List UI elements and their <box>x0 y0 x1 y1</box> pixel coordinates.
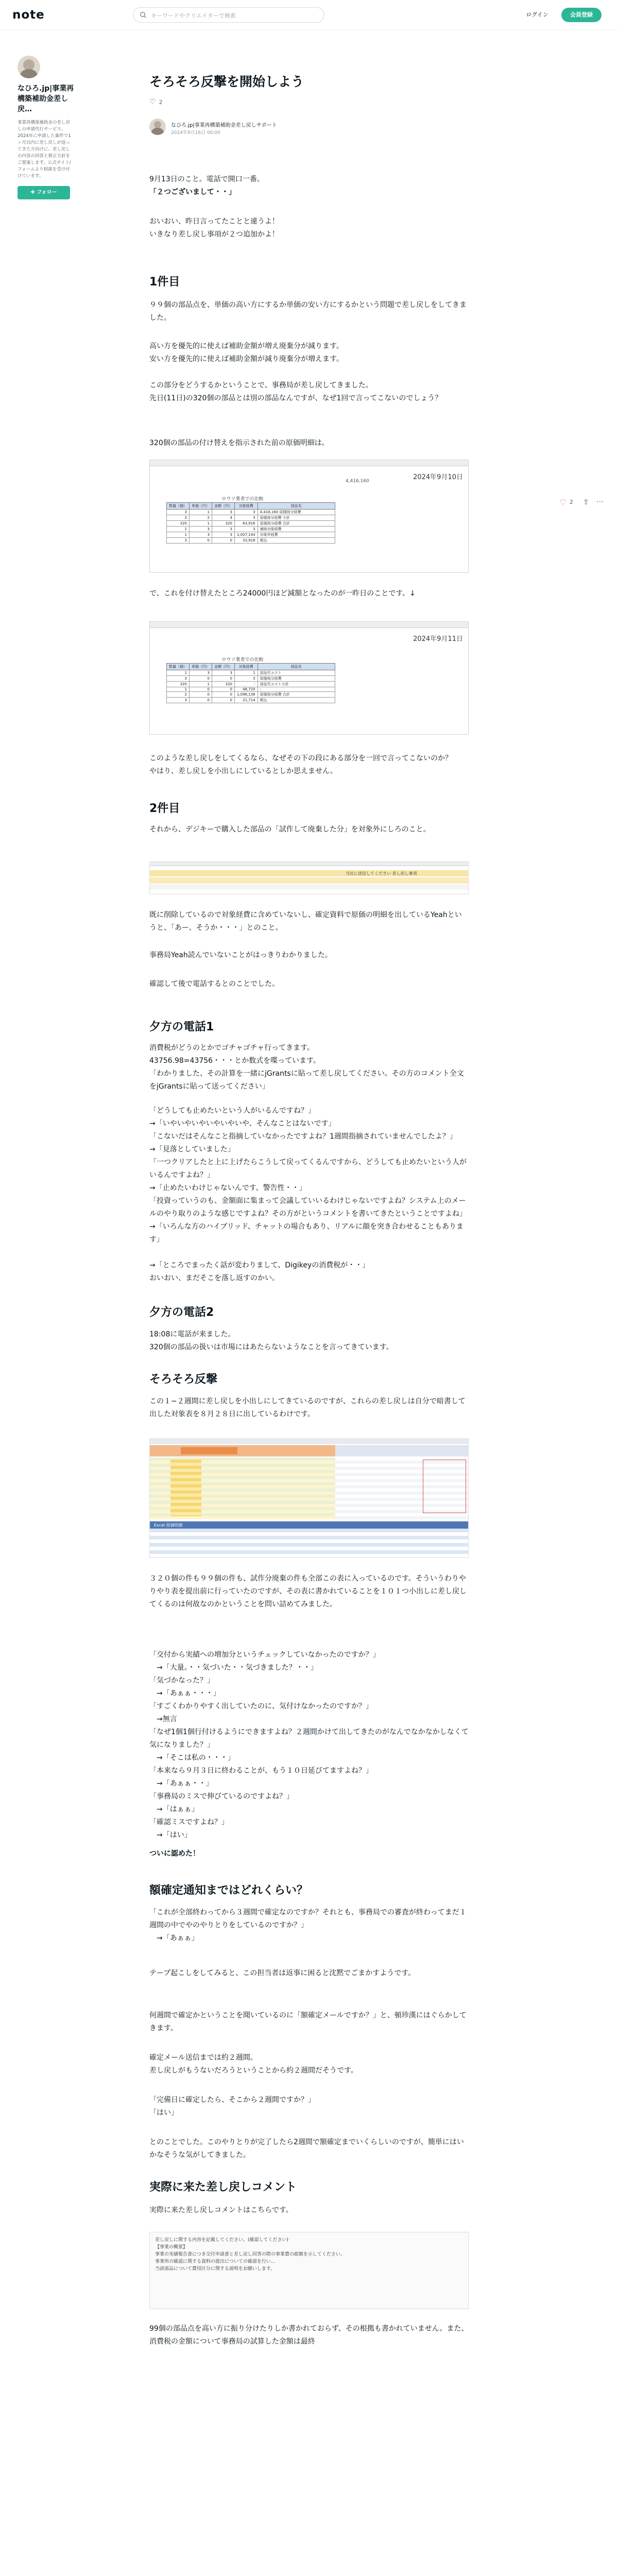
sheet-cell: 2 <box>167 515 190 521</box>
search-input[interactable] <box>151 10 316 21</box>
sheet-cell: 2 <box>190 515 212 521</box>
sheet-cell: 原価按分経費 小計 <box>258 515 335 521</box>
sheet-cell: 税込 <box>258 698 335 703</box>
avatar[interactable] <box>149 118 166 135</box>
sheet-cell: 0 <box>212 687 235 692</box>
spreadsheet-strip-image <box>149 861 469 894</box>
paragraph: 9月13日のこと。電話で開口一番。 <box>149 175 264 183</box>
section-heading: 夕方の電話1 <box>149 1021 214 1033</box>
section-heading: 額確定通知まではどれくらい？ <box>149 1884 308 1897</box>
more-icon[interactable]: ⋯ <box>596 498 604 506</box>
sheet-table <box>166 502 335 544</box>
sheet-cell: 補助対象経費 <box>258 527 335 532</box>
sheet-cell: 1 <box>167 527 190 532</box>
sheet-cell: - <box>258 687 335 692</box>
sheet-cell: 原価按分経費 合計 <box>258 521 335 527</box>
paragraph: この部分をどうするかということで、事務局が差し戻してきました。 先日(11日)の320個の部品とは別の部品なんですが、なぜ1回で言ってこないのでしょう？ <box>149 381 442 402</box>
paragraph: 99個の部品点を高い方に振り分けたりしか書かれておらず、その根拠も書かれていません。また、消費税の金額について事務局の試算した金額は最終 <box>149 2325 469 2346</box>
follow-button[interactable] <box>18 186 70 199</box>
sheet-cell: 1 <box>190 521 212 527</box>
sheet-header: 数量（個） <box>167 664 190 670</box>
sheet-date: 2024年9月11日 <box>413 635 463 643</box>
sheet-header: 対象経費 <box>235 503 258 510</box>
excel-label: Excel 原価明細 <box>154 1523 183 1528</box>
author-name[interactable]: なひろ.jp|事業再構築補助金差し戻しサポート <box>171 123 277 128</box>
sheet-header: 部品名 <box>258 664 335 670</box>
sheet-cell: 4,416,160 原価按分経費 <box>258 510 335 515</box>
paragraph: 「これが全部終わってから３週間で確定なのですか？それとも、事務局での審査が終わってまだ１週間の中でやのやりとりをしているのですか？」 →「あぁぁ」 <box>149 1908 467 1942</box>
sheet-cell: 3 <box>190 532 212 538</box>
sheet-cell: 3 <box>167 538 190 544</box>
person-plus-icon: ✚ <box>30 190 37 195</box>
sheet-cell: 0 <box>190 676 212 682</box>
author-row <box>149 118 469 139</box>
excel-screenshot-image <box>149 1438 469 1558</box>
signup-button[interactable]: 会員登録 <box>561 8 602 22</box>
sheet-cell: 0 <box>190 698 212 703</box>
floating-actions <box>559 498 611 508</box>
search-icon <box>140 11 147 19</box>
share-icon[interactable]: ⇧ <box>583 498 589 506</box>
section-heading: 1件目 <box>149 276 180 289</box>
paragraph-bold: ついに認めた！ <box>149 1850 200 1858</box>
floating-like-count: 2 <box>570 499 573 505</box>
site-header <box>0 0 618 30</box>
paragraph: 「どうしても止めたいという人がいるんですね？」 →「いやいやいやいやいやいや、そんなことはないです」 「こないだはそんなこと指摘していなかったですよね？1週間指摘されていませんでしたよ？」 →「見落としていました」 「一つクリアしたと上に上げたらこうして戻ってくるんですから、どうしても止めたいという人がいるんですよね？」 →「止めたいわけじゃないんです、警告性・・」 「投資っていうのも、金額面に集まって会議していいるわけじゃないですよね？システム上のメールのやり取りのような感じですよね？その方がというコメントを書いてきたということですよね」 →「いろんな方のハイブリッド、チャットの場合もあり、リアルに顔を突き合わせることもあります」 <box>149 1107 467 1244</box>
article-title: そろそろ反撃を開始しよう <box>149 74 304 89</box>
sheet-cell: 4 <box>212 515 235 521</box>
sheet-cell: 原価按分経費 合計 <box>258 692 335 698</box>
paragraph: →「ところでまったく話が変わりまして、Digikeyの消費税が・・」 おいおい、まだそこを落し返すのかい。 <box>149 1261 370 1282</box>
sheet-header: 金額（円） <box>212 503 235 510</box>
paragraph: 「完備日に確定したら、そこから２週間ですか？」 「はい」 <box>149 2096 315 2117</box>
paragraph: この１−２週間に差し戻しを小出しにしてきているのですが、これらの差し戻しは自分で暗書して出した対象表を８月２８日に出しているわけです。 <box>149 1397 466 1418</box>
paragraph: で、これを付け替えたところ24000円ほど減額となったのが一昨日のことです。↓ <box>149 589 416 598</box>
section-heading: 夕方の電話2 <box>149 1306 214 1319</box>
sheet-cell: 63,916 <box>235 521 258 527</box>
sheet-cell: 3 <box>212 670 235 676</box>
section-heading: 2件目 <box>149 802 180 815</box>
sheet-cell: 3 <box>212 510 235 515</box>
login-button[interactable]: ログイン <box>526 11 548 18</box>
sheet-cell: 3 <box>212 532 235 538</box>
sheet-cell: 0 <box>190 538 212 544</box>
sheet-cell: 3 <box>235 515 258 521</box>
paragraph: 事務局Yeah読んでいないことがはっきりわかりました。 <box>149 951 332 959</box>
sheet-cell: 1 <box>190 510 212 515</box>
sheet-date: 2024年9月10日 <box>413 473 463 481</box>
sheet-cell: 33,918 <box>235 538 258 544</box>
paragraph-bold: 「２つございまして・・」 <box>149 188 236 196</box>
sheet-cell: 1,096,136 <box>235 692 258 698</box>
sheet-header: 金額（円） <box>212 664 235 670</box>
paragraph: おいおい、昨日言ってたことと違うよ！ いきなり差し戻し事項が２つ追加かよ！ <box>149 217 279 239</box>
sheet-cell: 1 <box>167 532 190 538</box>
sheet-cell: 0 <box>212 676 235 682</box>
sheet-cell: 3 <box>167 676 190 682</box>
sheet-header: 単価（円） <box>190 664 212 670</box>
paragraph: ３２０個の件も９９個の件も、試作分廃棄の件も全部この表に入っているのです。そういうわりやりやり表を提出前に行っていたのですが、その表に書かれていることを１０１つ小出しに差し戻してくるのは何故なのかということを問い詰めてみました。 <box>149 1574 467 1608</box>
paragraph: テープ起こしをしてみると、この担当者は返事に困ると沈黙でごまかすようです。 <box>149 1969 416 1977</box>
sheet-cell: 3 <box>167 698 190 703</box>
post-date: 2024年9月16日 00:00 <box>171 130 220 135</box>
sheet-cell: 1,007,144 <box>235 532 258 538</box>
like-row[interactable] <box>149 98 163 106</box>
section-heading: 実際に来た差し戻しコメント <box>149 2181 297 2194</box>
paragraph: 消費税がどうのとかでゴチャゴチャ行ってきます。 43756.98=43756・・・とか数式を喋っています。 「わかりました、その計算を一緒にjGrantsに貼って差し戻してください。その方のコメント全文をjGrantsに貼って送ってください」 <box>149 1044 464 1091</box>
note-logo[interactable]: note <box>12 8 45 22</box>
author-sidebar <box>18 56 74 199</box>
paragraph: それから、デジキーで購入した部品の「試作して廃棄した分」を対象外にしろのこと。 <box>149 825 431 834</box>
paragraph: 何週間で確定かということを聞いているのに「額確定メールですか？」と、頓珍漢にはぐらかしてきます。 <box>149 2011 467 2032</box>
section-heading: そろそろ反撃 <box>149 1373 218 1386</box>
like-count: 2 <box>159 99 163 106</box>
sheet-cell: 320 <box>167 682 190 687</box>
sheet-caption: ロウソ業者での比較 <box>221 497 264 502</box>
sheet-cell: 原価按分経費 <box>258 676 335 682</box>
sheet-cell: 部品代コスト <box>258 670 335 676</box>
sheet-cell: 税込 <box>258 538 335 544</box>
spreadsheet-image-sep11 <box>149 621 469 735</box>
sidebar-author-name[interactable]: なひろ.jp|事業再構築補助金差し戻… <box>18 84 74 113</box>
paragraph: 320個の部品の付け替えを指示された前の原価明細は。 <box>149 439 329 447</box>
paragraph: 「交付から実績への増加分というチェックしていなかったのですか？」 →「大量。・・気づいた・・気づきました？・・」 「気づかなった？」 →「あぁぁ・・・」 「すごくわかりやすく出していたのに、気付けなかったのですか？」 →無言 「なぜ1個1個行付けるようにできますよね？２週間かけて出してきたのがなんでなかなかしなくて気になりました？」 →「そこは私の・・・」 「本来なら９月３日に終わることが、もう１０日延びてますよね？」 →「あぁぁ・・」 「事務局のミスで伸びているのですよね？」 →「はぁぁ」 「確認ミスですよね？」 →「はい」 <box>149 1651 469 1839</box>
sidebar-author-bio: 事業再構築補助金の差し戻しの申請代行サービス。2024年に申請した案件で1ヶ月以内に差し戻しが返ってきた方向けに、差し戻しの内容の回答と修正方針をご提案します。公式サイト/フォームより相談を受け付けています。 <box>18 120 71 179</box>
sheet-cell: 3 <box>190 670 212 676</box>
sheet-header: 数量（個） <box>167 503 190 510</box>
follow-label: フォロー <box>37 190 57 195</box>
sheet-cell: 21,714 <box>235 698 258 703</box>
sheet-cell: 1 <box>167 687 190 692</box>
sheet-note: 4,416,160 <box>346 479 369 484</box>
paragraph: 実際に来た差し戻しコメントはこちらです。 <box>149 2206 293 2214</box>
sheet-cell: 320 <box>212 521 235 527</box>
sheet-cell: 320 <box>212 682 235 687</box>
sheet-header: 部品名 <box>258 503 335 510</box>
sheet-cell: 3 <box>235 676 258 682</box>
comment-screenshot-image <box>149 2232 469 2309</box>
paragraph: 確認して後で電話するとのことでした。 <box>149 980 279 988</box>
spreadsheet-image-sep10 <box>149 460 469 573</box>
paragraph: ９９個の部品点を、単価の高い方にするか単価の安い方にするかという問題で差し戻しをしてきました。 <box>149 301 467 322</box>
sheet-cell: 3 <box>235 510 258 515</box>
comment-text: 差し戻しに関する内容を記載してください。(確認してください) 【事業の概要】 事業の実績報告書につき交付申請書と差し戻し回答の際の事業費の総額を示してください。 事業所の確認に関する資料の提出についての確認を行い... 当該部品について費用区分に関する説明をお願いします。 <box>155 2238 345 2272</box>
sheet-cell: 3 <box>212 527 235 532</box>
sheet-cell: - <box>235 682 258 687</box>
paragraph: 高い方を優先的に使えば補助金額が増え廃棄分が減ります。 安い方を優先的に使えば補助金額が減り廃棄分が増えます。 <box>149 342 344 363</box>
sheet-cell: 320 <box>167 521 190 527</box>
heart-icon[interactable]: ♡ <box>149 98 156 106</box>
sheet-header: 対象経費 <box>235 664 258 670</box>
sheet-cell: 0 <box>212 698 235 703</box>
sheet-cell: 2 <box>167 692 190 698</box>
search-box[interactable] <box>133 7 324 23</box>
paragraph: とのことでした。このやりとりが完了したら2週間で額確定までいくらしいのですが、簡単にはいかなそうな気がしてきました。 <box>149 2138 464 2159</box>
sheet-cell: 0 <box>190 692 212 698</box>
paragraph: 18:08に電話が来ました。 320個の部品の扱いは市場にはあたらないようなことを言ってきています。 <box>149 1330 393 1351</box>
strip-note: 当社に送信してください 差し戻し事項 <box>346 871 417 876</box>
sheet-cell: 対象外経費 <box>258 532 335 538</box>
sheet-caption: ロウソ業者での比較 <box>221 657 264 663</box>
sheet-cell: 1 <box>190 682 212 687</box>
sheet-cell: 3 <box>167 510 190 515</box>
sheet-header: 単価（円） <box>190 503 212 510</box>
sheet-cell: 0 <box>212 538 235 544</box>
sheet-cell: 3 <box>235 527 258 532</box>
paragraph: 確定メール送信までは約２週間。 差し戻しがもうないだろうということから約２週間だそうです。 <box>149 2054 358 2075</box>
sheet-cell: 3 <box>190 527 212 532</box>
sheet-cell: 1 <box>167 670 190 676</box>
sheet-cell: 0 <box>190 687 212 692</box>
sheet-table <box>166 663 335 703</box>
sheet-cell: 部品代コスト小計 <box>258 682 335 687</box>
sheet-cell: 0 <box>212 692 235 698</box>
paragraph: 既に削除しているので対象経費に含めていないし、確定資料で原価の明細を出しているYeahというと、「あー、そうか・・・」とのこと。 <box>149 911 462 932</box>
heart-icon[interactable]: ♡ <box>559 498 566 507</box>
avatar[interactable] <box>18 56 40 78</box>
sheet-cell: 1 <box>235 670 258 676</box>
paragraph: このような差し戻しをしてくるなら、なぜその下の段にある部分を一回で言ってこないのか？ やはり、差し戻しを小出しにしているとしか思えません。 <box>149 754 452 775</box>
sheet-cell: 48,720 <box>235 687 258 692</box>
